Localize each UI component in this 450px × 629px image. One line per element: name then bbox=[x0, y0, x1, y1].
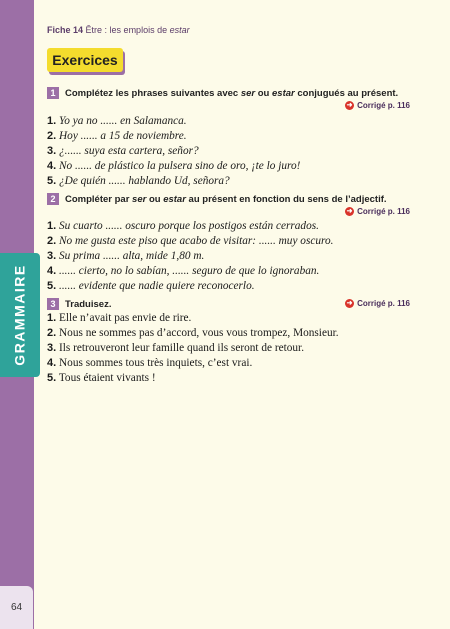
exercise-item: 2. Hoy ...... a 15 de noviembre. bbox=[47, 130, 187, 142]
exercise-instruction: Complétez les phrases suivantes avec ser ou estar conjugués au présent. bbox=[65, 87, 399, 99]
exercise-number: 1 bbox=[47, 87, 59, 99]
header-title-italic: estar bbox=[169, 25, 190, 35]
corrige-link[interactable]: ➜ Corrigé p. 116 bbox=[346, 101, 410, 110]
section-tab-label: GRAMMAIRE bbox=[12, 264, 29, 366]
section-tab-grammaire bbox=[0, 253, 40, 377]
arrow-right-circle-icon: ➜ bbox=[346, 102, 353, 109]
exercise-instruction: Traduisez. bbox=[65, 298, 112, 310]
exercise-number: 3 bbox=[47, 298, 59, 310]
arrow-right-circle-icon: ➜ bbox=[346, 208, 353, 215]
exercise-1-heading bbox=[47, 87, 398, 99]
exercise-item: 5. Tous étaient vivants ! bbox=[47, 372, 156, 384]
header-title-prefix: Être : les emplois de bbox=[85, 25, 170, 35]
exercise-item: 4. No ...... de plástico la pulsera sino de oro, ¡te lo juro! bbox=[47, 160, 301, 172]
fiche-label: Fiche 14 bbox=[47, 25, 84, 35]
corrige-link[interactable]: ➜ Corrigé p. 116 bbox=[346, 207, 410, 216]
exercise-2-heading bbox=[47, 193, 387, 205]
exercise-item: 5. ...... evidente que nadie quiere reconocerlo. bbox=[47, 280, 255, 292]
section-title: Exercices bbox=[47, 48, 123, 72]
exercise-item: 4. Nous sommes tous très inquiets, c’est vrai. bbox=[47, 357, 253, 369]
corrige-link[interactable]: ➜ Corrigé p. 116 bbox=[346, 299, 410, 308]
exercise-number: 2 bbox=[47, 193, 59, 205]
exercise-item: 1. Yo ya no ...... en Salamanca. bbox=[47, 115, 187, 127]
arrow-right-circle-icon: ➜ bbox=[346, 300, 353, 307]
exercise-item: 2. No me gusta este piso que acabo de visitar: ...... muy oscuro. bbox=[47, 235, 334, 247]
running-header bbox=[47, 25, 190, 35]
exercise-3-heading bbox=[47, 298, 111, 310]
exercise-item: 4. ...... cierto, no lo sabían, ...... seguro de que lo ignoraban. bbox=[47, 265, 320, 277]
page-number: 64 bbox=[0, 586, 33, 629]
exercise-item: 1. Elle n’avait pas envie de rire. bbox=[47, 312, 192, 324]
exercise-instruction: Compléter par ser ou estar au présent en fonction du sens de l’adjectif. bbox=[65, 193, 387, 205]
exercise-item: 3. Ils retrouveront leur famille quand ils seront de retour. bbox=[47, 342, 305, 354]
exercise-item: 1. Su cuarto ...... oscuro porque los postigos están cerrados. bbox=[47, 220, 319, 232]
exercise-item: 5. ¿De quién ...... hablando Ud, señora? bbox=[47, 175, 230, 187]
exercise-item: 3. Su prima ...... alta, mide 1,80 m. bbox=[47, 250, 205, 262]
exercise-item: 3. ¿...... suya esta cartera, señor? bbox=[47, 145, 199, 157]
exercise-item: 2. Nous ne sommes pas d’accord, vous vous trompez, Monsieur. bbox=[47, 327, 339, 339]
